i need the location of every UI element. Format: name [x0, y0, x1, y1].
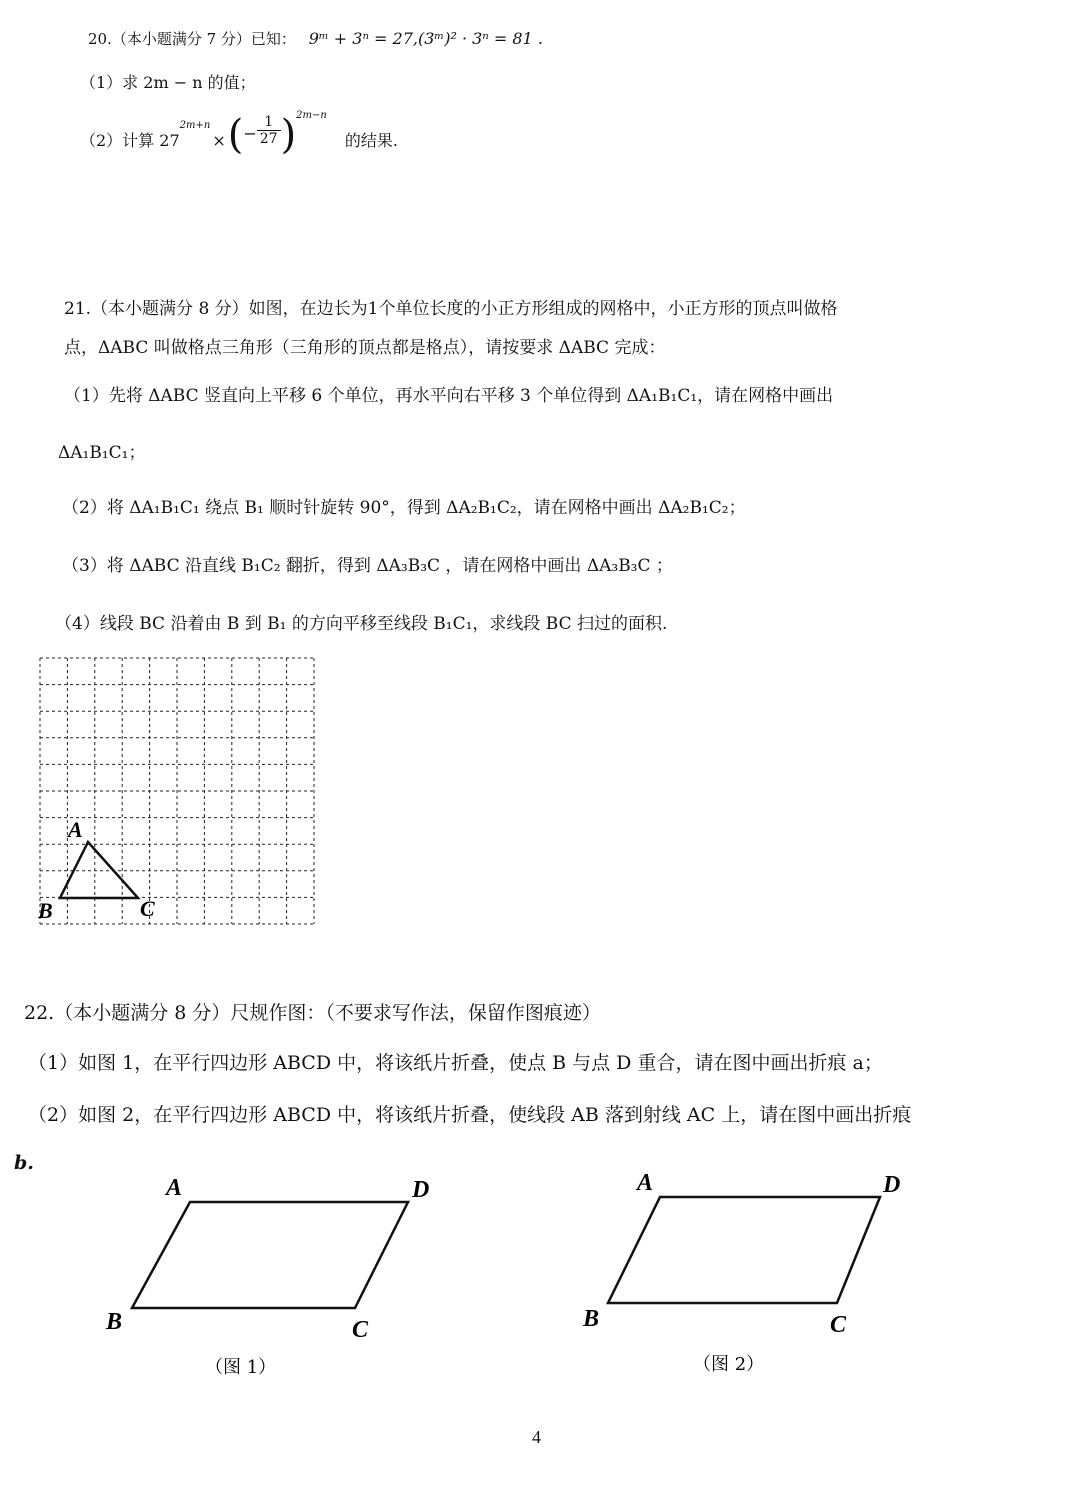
- q20-header: [88, 28, 543, 49]
- q20-part2-times: ×: [212, 131, 226, 150]
- figure-1: [100, 1165, 440, 1395]
- q22-line4: b.: [14, 1152, 34, 1174]
- q21-line7: （4）线段 BC 沿着由 B 到 B₁ 的方向平移至线段 B₁C₁，求线段 BC 扫过的面积.: [55, 614, 668, 634]
- q20-fraction-den: 27: [259, 131, 278, 147]
- q21-grid-lines: [40, 658, 314, 924]
- page-number: 4: [532, 1427, 541, 1447]
- fig1-label-a: A: [166, 1175, 183, 1201]
- q21-line1: 21.（本小题满分 8 分）如图，在边长为1个单位长度的小正方形组成的网格中，小正方形的顶点叫做格: [64, 299, 838, 319]
- q20-part2: [80, 112, 398, 162]
- q20-part1: （1）求 2m − n 的值；: [80, 73, 256, 92]
- parallelogram-2: [608, 1197, 880, 1303]
- q22-line2: （1）如图 1，在平行四边形 ABCD 中，将该纸片折叠，使点 B 与点 D 重合，请在图中画出折痕 a；: [28, 1052, 883, 1074]
- fig2-label-b: B: [583, 1306, 600, 1332]
- parallelogram-1: [132, 1202, 408, 1308]
- q20-part2-suffix: 的结果.: [344, 131, 398, 150]
- q20-part2-exp2: 2m−n: [296, 110, 327, 121]
- q21-grid-figure: [30, 652, 330, 932]
- fig1-caption: （图 1）: [205, 1357, 277, 1378]
- q20-fraction: [257, 114, 281, 147]
- q21-line6: （3）将 ΔABC 沿直线 B₁C₂ 翻折，得到 ΔA₃B₃C ，请在网格中画出 ΔA₃B₃C ；: [62, 556, 673, 576]
- q21-line5: （2）将 ΔA₁B₁C₁ 绕点 B₁ 顺时针旋转 90°，得到 ΔA₂B₁C₂，请在网格中画出 ΔA₂B₁C₂；: [62, 498, 746, 518]
- fig2-label-c: C: [830, 1312, 847, 1338]
- fig1-label-b: B: [106, 1309, 123, 1335]
- q21-line3: （1）先将 ΔABC 竖直向上平移 6 个单位，再水平向右平移 3 个单位得到 ΔA₁B₁C₁，请在网格中画出: [64, 386, 834, 406]
- q20-header-text: 20.（本小题满分 7 分）已知：: [88, 30, 296, 48]
- fig2-label-a: A: [637, 1170, 654, 1196]
- grid-label-a: A: [68, 817, 83, 842]
- q20-right-paren: ): [280, 112, 297, 158]
- fig2-label-d: D: [883, 1172, 901, 1198]
- fig2-caption: （图 2）: [693, 1354, 765, 1375]
- grid-label-b: B: [38, 898, 53, 923]
- q20-minus: −: [243, 124, 257, 143]
- q21-line4: ΔA₁B₁C₁；: [58, 443, 146, 463]
- figure-2: [575, 1160, 935, 1390]
- fig1-label-d: D: [412, 1177, 430, 1203]
- grid-label-c: C: [140, 896, 155, 921]
- q20-condition: 9ᵐ + 3ⁿ = 27,(3ᵐ)² · 3ⁿ = 81 .: [308, 29, 543, 48]
- q21-line2: 点，ΔABC 叫做格点三角形（三角形的顶点都是格点），请按要求 ΔABC 完成：: [64, 338, 666, 358]
- q22-line1: 22.（本小题满分 8 分）尺规作图：（不要求写作法，保留作图痕迹）: [24, 1002, 601, 1024]
- triangle-abc: [60, 842, 138, 898]
- q20-part2-prefix: （2）计算 27: [80, 131, 180, 150]
- q20-part2-exp1: 2m+n: [179, 119, 211, 131]
- q20-left-paren: (: [227, 112, 244, 158]
- q22-line3: （2）如图 2，在平行四边形 ABCD 中，将该纸片折叠，使线段 AB 落到射线 AC 上，请在图中画出折痕: [28, 1104, 912, 1126]
- fig1-label-c: C: [352, 1317, 369, 1343]
- q20-fraction-num: 1: [257, 114, 281, 131]
